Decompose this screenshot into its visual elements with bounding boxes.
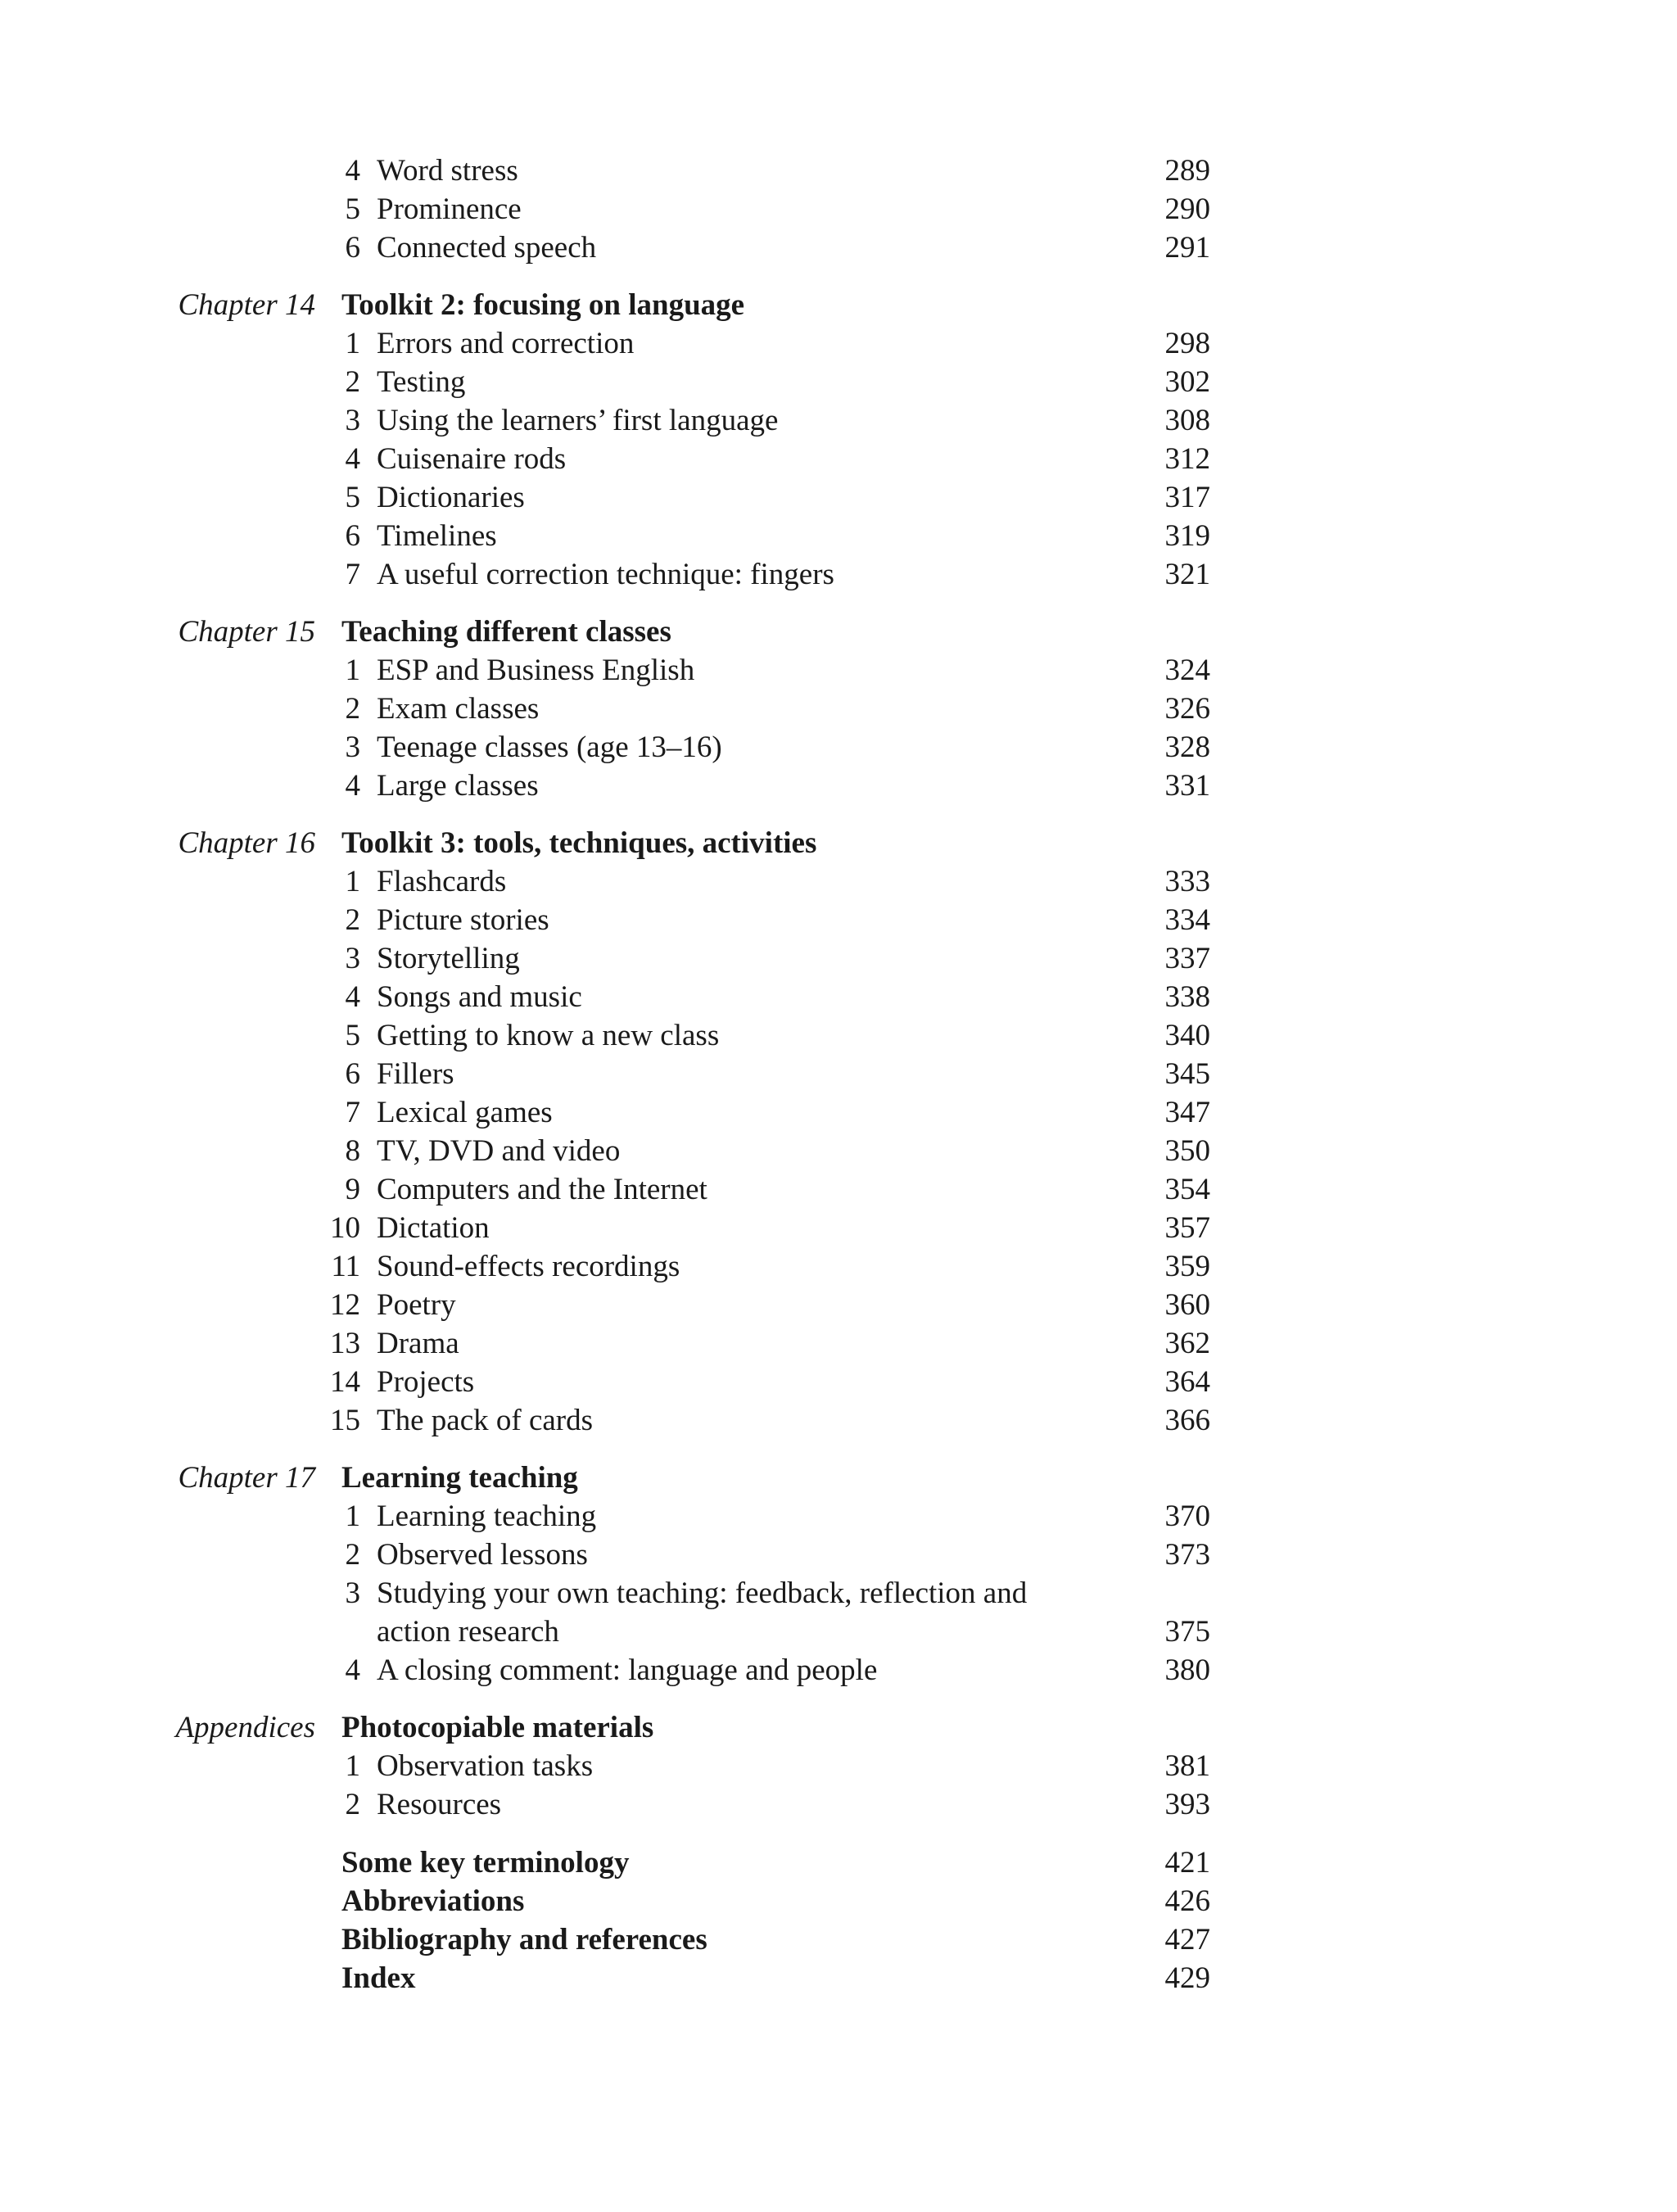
chapter-label: Appendices <box>175 1711 315 1744</box>
toc-entry <box>0 767 1677 805</box>
entry-number: 15 <box>330 1404 360 1437</box>
toc-entry <box>0 651 1677 690</box>
back-matter-title: Bibliography and references <box>341 1923 707 1956</box>
toc-entry <box>0 478 1677 517</box>
entry-number: 14 <box>330 1365 360 1399</box>
entry-title: Storytelling <box>377 942 520 975</box>
entry-page-number: 302 <box>1164 365 1210 399</box>
chapter-label: Chapter 15 <box>178 615 315 649</box>
entry-number: 7 <box>345 558 360 591</box>
back-matter-title: Index <box>341 1961 416 1995</box>
entry-title: Observed lessons <box>377 1538 588 1572</box>
entry-page-number: 326 <box>1164 692 1210 726</box>
back-matter-entry <box>0 1843 1677 1882</box>
entry-number: 2 <box>345 692 360 726</box>
section-heading-row <box>0 824 1677 862</box>
toc-entry <box>0 1286 1677 1324</box>
entry-page-number: 360 <box>1164 1288 1210 1322</box>
entry-number: 3 <box>345 942 360 975</box>
entry-title: Lexical games <box>377 1096 553 1129</box>
entry-title: Computers and the Internet <box>377 1173 707 1206</box>
entry-page-number: 429 <box>1164 1961 1210 1995</box>
back-matter-title: Some key terminology <box>341 1846 630 1880</box>
toc-entry <box>0 1401 1677 1440</box>
entry-title: Resources <box>377 1788 502 1821</box>
entry-number: 2 <box>345 903 360 937</box>
entry-title: Fillers <box>377 1057 454 1091</box>
entry-page-number: 366 <box>1164 1404 1210 1437</box>
entry-page-number: 421 <box>1164 1846 1210 1880</box>
entry-page-number: 328 <box>1164 731 1210 764</box>
entry-number: 1 <box>345 654 360 687</box>
entry-number: 6 <box>345 519 360 553</box>
entry-title: Dictionaries <box>377 481 525 514</box>
entry-number: 2 <box>345 1538 360 1572</box>
toc-entry <box>0 1170 1677 1209</box>
toc-entry <box>0 1651 1677 1690</box>
entry-number: 3 <box>345 1576 360 1610</box>
entry-title: ESP and Business English <box>377 654 695 687</box>
entry-number: 4 <box>345 1653 360 1687</box>
entry-number: 3 <box>345 404 360 437</box>
entry-title: Picture stories <box>377 903 549 937</box>
entry-page-number: 354 <box>1164 1173 1210 1206</box>
section-heading: Learning teaching <box>341 1461 578 1495</box>
back-matter-entry <box>0 1959 1677 1997</box>
entry-title: Exam classes <box>377 692 540 726</box>
toc-entry <box>0 1324 1677 1363</box>
entry-title: Projects <box>377 1365 475 1399</box>
toc-entry <box>0 1132 1677 1170</box>
entry-title: Large classes <box>377 769 539 803</box>
toc-entry <box>0 401 1677 440</box>
entry-title: Poetry <box>377 1288 456 1322</box>
toc-entry <box>0 1785 1677 1824</box>
entry-page-number: 350 <box>1164 1134 1210 1168</box>
entry-page-number: 317 <box>1164 481 1210 514</box>
entry-title: action research <box>377 1615 559 1649</box>
entry-number: 3 <box>345 731 360 764</box>
entry-number: 5 <box>345 1019 360 1052</box>
entry-page-number: 362 <box>1164 1327 1210 1360</box>
toc-entry <box>0 1055 1677 1093</box>
entry-number: 1 <box>345 865 360 898</box>
toc-entry <box>0 728 1677 767</box>
entry-page-number: 298 <box>1164 327 1210 360</box>
entry-number: 9 <box>345 1173 360 1206</box>
toc-entry <box>0 1247 1677 1286</box>
entry-number: 12 <box>330 1288 360 1322</box>
entry-page-number: 375 <box>1164 1615 1210 1649</box>
section-heading-row <box>0 1708 1677 1747</box>
section-heading-row <box>0 1459 1677 1497</box>
entry-number: 4 <box>345 442 360 476</box>
toc-entry <box>0 363 1677 401</box>
entry-page-number: 331 <box>1164 769 1210 803</box>
entry-title: Drama <box>377 1327 459 1360</box>
entry-title: Flashcards <box>377 865 507 898</box>
entry-number: 5 <box>345 481 360 514</box>
chapter-label: Chapter 17 <box>178 1461 315 1495</box>
entry-number: 4 <box>345 154 360 188</box>
toc-entry <box>0 1536 1677 1574</box>
entry-number: 8 <box>345 1134 360 1168</box>
section-heading: Toolkit 3: tools, techniques, activities <box>341 826 817 860</box>
toc-entry <box>0 1363 1677 1401</box>
entry-title: Studying your own teaching: feedback, reflection and <box>377 1576 1028 1610</box>
entry-page-number: 380 <box>1164 1653 1210 1687</box>
entry-number: 10 <box>330 1211 360 1245</box>
entry-page-number: 333 <box>1164 865 1210 898</box>
entry-title: Prominence <box>377 192 522 226</box>
toc-entry <box>0 190 1677 228</box>
table-of-contents <box>0 152 1677 1997</box>
entry-number: 4 <box>345 980 360 1014</box>
entry-number: 2 <box>345 1788 360 1821</box>
entry-title: Getting to know a new class <box>377 1019 720 1052</box>
entry-title: Connected speech <box>377 231 597 265</box>
entry-title: TV, DVD and video <box>377 1134 621 1168</box>
toc-entry <box>0 228 1677 267</box>
entry-title: Learning teaching <box>377 1500 597 1533</box>
entry-page-number: 393 <box>1164 1788 1210 1821</box>
entry-page-number: 334 <box>1164 903 1210 937</box>
section-heading: Photocopiable materials <box>341 1711 654 1744</box>
entry-number: 13 <box>330 1327 360 1360</box>
entry-number: 2 <box>345 365 360 399</box>
section-heading: Toolkit 2: focusing on language <box>341 288 745 322</box>
entry-title: Sound-effects recordings <box>377 1250 680 1283</box>
entry-page-number: 426 <box>1164 1884 1210 1918</box>
entry-page-number: 319 <box>1164 519 1210 553</box>
chapter-label: Chapter 14 <box>178 288 315 322</box>
entry-page-number: 291 <box>1164 231 1210 265</box>
chapter-label: Chapter 16 <box>178 826 315 860</box>
entry-title: Using the learners’ first language <box>377 404 779 437</box>
toc-entry <box>0 939 1677 978</box>
toc-entry <box>0 1613 1677 1651</box>
entry-page-number: 370 <box>1164 1500 1210 1533</box>
toc-entry <box>0 1497 1677 1536</box>
back-matter-title: Abbreviations <box>341 1884 525 1918</box>
back-matter-entry <box>0 1920 1677 1959</box>
entry-title: Songs and music <box>377 980 582 1014</box>
entry-page-number: 321 <box>1164 558 1210 591</box>
back-matter-entry <box>0 1882 1677 1920</box>
entry-title: Observation tasks <box>377 1749 594 1783</box>
entry-page-number: 337 <box>1164 942 1210 975</box>
section-heading: Teaching different classes <box>341 615 671 649</box>
toc-entry <box>0 517 1677 555</box>
toc-entry <box>0 440 1677 478</box>
toc-entry <box>0 690 1677 728</box>
toc-entry <box>0 978 1677 1016</box>
entry-page-number: 290 <box>1164 192 1210 226</box>
entry-page-number: 357 <box>1164 1211 1210 1245</box>
toc-entry <box>0 152 1677 190</box>
entry-page-number: 373 <box>1164 1538 1210 1572</box>
toc-entry <box>0 1574 1677 1613</box>
entry-page-number: 312 <box>1164 442 1210 476</box>
entry-title: Timelines <box>377 519 497 553</box>
entry-number: 1 <box>345 1500 360 1533</box>
toc-entry <box>0 1209 1677 1247</box>
entry-number: 1 <box>345 1749 360 1783</box>
entry-number: 5 <box>345 192 360 226</box>
section-heading-row <box>0 613 1677 651</box>
toc-entry <box>0 1016 1677 1055</box>
entry-title: A useful correction technique: fingers <box>377 558 834 591</box>
entry-title: Testing <box>377 365 466 399</box>
toc-entry <box>0 862 1677 901</box>
entry-title: Dictation <box>377 1211 490 1245</box>
entry-title: Errors and correction <box>377 327 635 360</box>
toc-entry <box>0 1093 1677 1132</box>
entry-number: 7 <box>345 1096 360 1129</box>
entry-page-number: 347 <box>1164 1096 1210 1129</box>
entry-page-number: 381 <box>1164 1749 1210 1783</box>
entry-page-number: 359 <box>1164 1250 1210 1283</box>
entry-number: 6 <box>345 231 360 265</box>
entry-page-number: 427 <box>1164 1923 1210 1956</box>
entry-number: 1 <box>345 327 360 360</box>
toc-entry <box>0 901 1677 939</box>
toc-entry <box>0 1747 1677 1785</box>
entry-title: The pack of cards <box>377 1404 594 1437</box>
toc-entry <box>0 324 1677 363</box>
entry-number: 11 <box>331 1250 360 1283</box>
entry-number: 6 <box>345 1057 360 1091</box>
entry-page-number: 338 <box>1164 980 1210 1014</box>
entry-page-number: 340 <box>1164 1019 1210 1052</box>
entry-page-number: 345 <box>1164 1057 1210 1091</box>
entry-title: A closing comment: language and people <box>377 1653 878 1687</box>
entry-title: Word stress <box>377 154 518 188</box>
entry-page-number: 289 <box>1164 154 1210 188</box>
entry-page-number: 324 <box>1164 654 1210 687</box>
entry-title: Teenage classes (age 13–16) <box>377 731 722 764</box>
entry-page-number: 308 <box>1164 404 1210 437</box>
entry-page-number: 364 <box>1164 1365 1210 1399</box>
entry-number: 4 <box>345 769 360 803</box>
toc-entry <box>0 555 1677 594</box>
section-heading-row <box>0 286 1677 324</box>
entry-title: Cuisenaire rods <box>377 442 567 476</box>
